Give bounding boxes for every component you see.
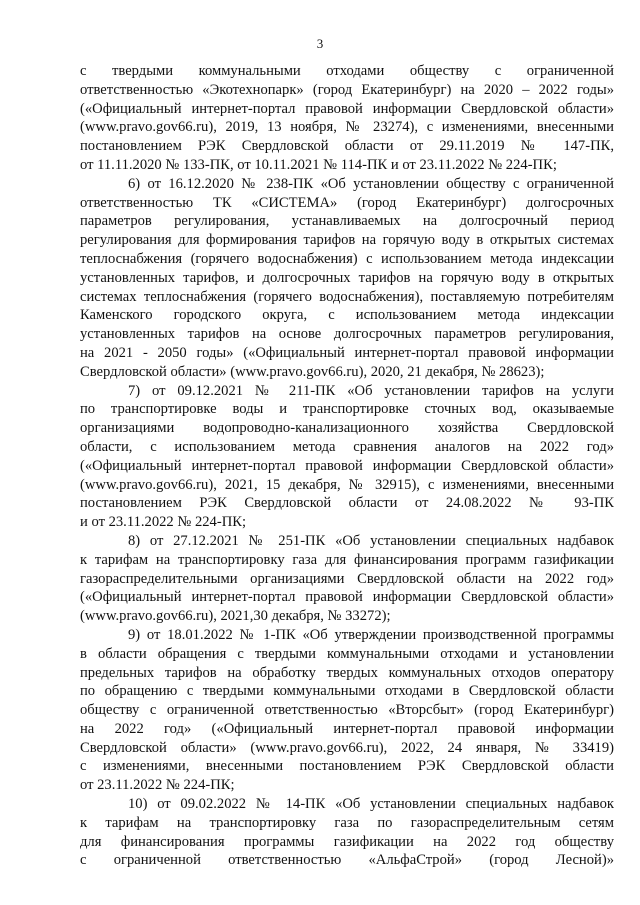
text-line: к тарифам на транспортировку газа для финансирования программ газификации: [80, 551, 614, 568]
text-line: («Официальный интернет-портал правовой информации Свердловской области»: [80, 457, 614, 474]
paragraph: [80, 532, 614, 626]
text-line: Каменского городского округа, с использованием метода индексации: [80, 307, 614, 324]
text-line: организациями водопроводно-канализационного хозяйства Свердловской: [80, 420, 614, 437]
paragraph: [80, 62, 614, 175]
text-line: на 2022 год» («Официальный интернет-портал правовой информации: [80, 720, 614, 737]
text-line: 8) от 27.12.2021 № 251-ПК «Об установлении специальных надбавок: [128, 532, 614, 549]
paragraph: [80, 175, 614, 382]
text-line: («Официальный интернет-портал правовой информации Свердловской области»: [80, 100, 614, 117]
page-number: 3: [316, 36, 324, 51]
text-line: ответственностью ТК «СИСТЕМА» (город Екатеринбург) долгосрочных: [80, 194, 614, 211]
text-line: от 11.11.2020 № 133-ПК, от 10.11.2021 № 114-ПК и от 23.11.2022 № 224-ПК;: [80, 156, 557, 173]
text-line: области, с использованием метода сравнения аналогов на 2022 год»: [80, 438, 614, 455]
text-line: («Официальный интернет-портал правовой информации Свердловской области»: [80, 589, 614, 606]
text-line: по транспортировке воды и транспортировке сточных вод, оказываемые: [80, 401, 614, 418]
text-line: постановлением РЭК Свердловской области от 24.08.2022 № 93-ПК: [80, 495, 614, 512]
text-line: на 2021 - 2050 годы» («Официальный интернет-портал правовой информации: [80, 344, 614, 361]
text-line: 6) от 16.12.2020 № 238-ПК «Об установлении обществу с ограниченной: [128, 175, 614, 192]
paragraph: [80, 382, 614, 532]
text-line: параметров регулирования, устанавливаемых на долгосрочный период: [80, 213, 614, 230]
text-line: от 23.11.2022 № 224-ПК;: [80, 777, 235, 794]
text-line: 10) от 09.02.2022 № 14-ПК «Об установлении специальных надбавок: [128, 796, 614, 813]
text-line: ответственностью «Экотехнопарк» (город Екатеринбург) на 2020 – 2022 годы»: [80, 81, 614, 98]
text-line: предельных тарифов на обработку твердых коммунальных отходов оператору: [80, 664, 614, 681]
text-line: установленных тарифов, и долгосрочных тарифов на горячую воду в открытых: [80, 269, 614, 286]
text-line: по обращению с твердыми коммунальными отходами в Свердловской области: [80, 683, 614, 700]
paragraph: [80, 626, 614, 795]
text-line: с твердыми коммунальными отходами обществу с ограниченной: [80, 63, 614, 79]
text-line: в области обращения с твердыми коммунальными отходами и установлении: [80, 645, 614, 662]
text-line: (www.pravo.gov66.ru), 2019, 13 ноября, № 23274), с изменениями, внесенными: [80, 119, 614, 136]
text-line: обществу с ограниченной ответственностью «Вторсбыт» (город Екатеринбург): [80, 702, 614, 719]
text-line: и от 23.11.2022 № 224-ПК;: [80, 514, 247, 531]
text-line: (www.pravo.gov66.ru), 2021,30 декабря, № 33272);: [80, 608, 391, 625]
text-line: (www.pravo.gov66.ru), 2021, 15 декабря, № 32915), с изменениями, внесенными: [80, 476, 614, 493]
text-line: установленных тарифов на основе долгосрочных параметров регулирования,: [80, 326, 614, 343]
text-line: с изменениями, внесенными постановлением РЭК Свердловской области: [80, 758, 614, 775]
paragraph: [80, 795, 614, 870]
document-body: [80, 62, 614, 870]
text-line: к тарифам на транспортировку газа по газораспределительным сетям: [80, 814, 614, 831]
text-line: системах теплоснабжения (горячего водоснабжения), поставляемую потребителям: [80, 288, 614, 305]
text-line: 9) от 18.01.2022 № 1-ПК «Об утверждении производственной программы: [128, 626, 614, 643]
text-line: Свердловской области» (www.pravo.gov66.ru), 2022, 24 января, № 33419): [80, 739, 614, 756]
text-line: 7) от 09.12.2021 № 211-ПК «Об установлении тарифов на услуги: [128, 382, 614, 399]
text-line: с ограниченной ответственностью «АльфаСтрой» (город Лесной)»: [80, 852, 614, 869]
text-line: газораспределительными организациями Свердловской области на 2022 год»: [80, 570, 614, 587]
text-line: регулирования для формирования тарифов на горячую воду в открытых системах: [80, 232, 614, 249]
text-line: постановлением РЭК Свердловской области от 29.11.2019 № 147-ПК,: [80, 138, 614, 155]
text-line: теплоснабжения (горячего водоснабжения) с использованием метода индексации: [80, 250, 614, 267]
text-line: Свердловской области» (www.pravo.gov66.ru), 2020, 21 декабря, № 28623);: [80, 363, 545, 380]
text-line: для финансирования программы газификации на 2022 год обществу: [80, 833, 614, 850]
